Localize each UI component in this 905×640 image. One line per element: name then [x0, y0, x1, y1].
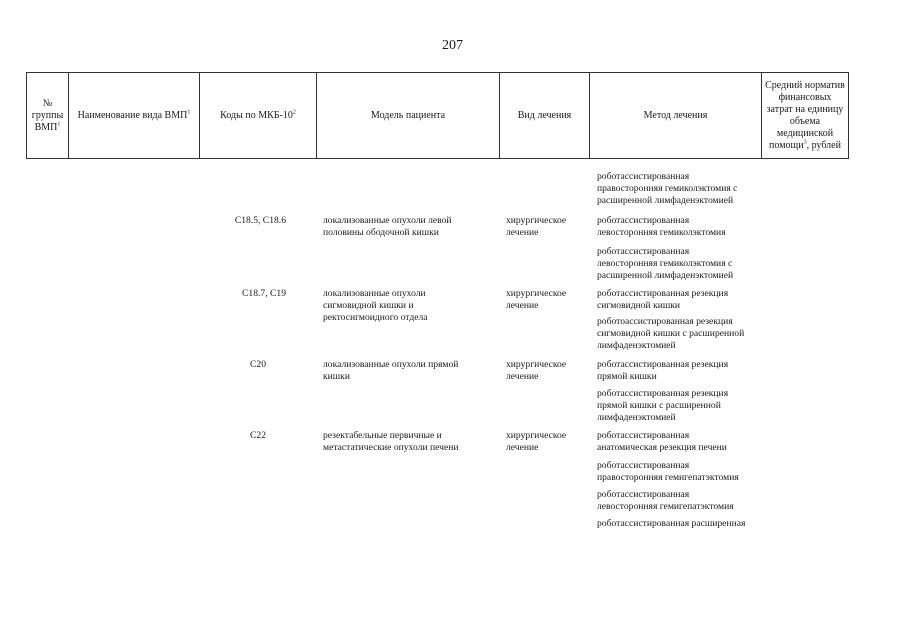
- treatment-type-cell: хирургическое лечение: [506, 359, 567, 382]
- method-cell: роботассистированная анатомическая резекция печени: [597, 430, 727, 453]
- patient-model-cell: локализованные опухоли сигмовидной кишки и ректосигмоидного отдела: [323, 288, 428, 323]
- method-cell: роботассистированная левосторонняя гемиколэктомия с расширенной лимфаденэктомией: [597, 246, 734, 281]
- header-group-number: № группы ВМП$^1$: [31, 97, 64, 133]
- patient-model-cell: локализованные опухоли прямой кишки: [323, 359, 459, 382]
- method-cell: роботассистированная левосторонняя гемиколэктомия: [597, 215, 726, 238]
- patient-model-cell: локализованные опухоли левой половины ободочной кишки: [323, 215, 452, 238]
- method-cell: роботассистированная расширенная: [597, 518, 746, 529]
- treatment-type-cell: хирургическое лечение: [506, 215, 567, 238]
- method-cell: роботоассистированная резекция сигмовидной кишки с расширенной лимфаденэктомией: [597, 316, 745, 351]
- icd-code-cell: C20: [250, 359, 266, 370]
- treatment-type-cell: хирургическое лечение: [506, 430, 567, 453]
- treatment-type-cell: хирургическое лечение: [506, 288, 567, 311]
- icd-code-cell: C18.7, C19: [242, 288, 286, 299]
- header-icd-codes: Коды по МКБ-$10^2$: [220, 109, 296, 121]
- patient-model-cell: резектабельные первичные и метастатические опухоли печени: [323, 430, 459, 453]
- icd-code-cell: C22: [250, 430, 266, 441]
- icd-code-cell: C18.5, C18.6: [234, 215, 286, 226]
- method-cell: роботассистированная правосторонняя гемигепатэктомия: [597, 460, 739, 483]
- method-cell: роботассистированная резекция сигмовидной кишки: [597, 288, 729, 311]
- header-vmp-name: Наименование вида ВМП$^1$: [77, 109, 191, 121]
- header-patient-model: Модель пациента: [370, 109, 446, 121]
- header-treatment-method: Метод лечения: [643, 109, 708, 121]
- header-cost-standard: Средний норматив финансовых затрат на единицу объема медицинской помощи$^3$, рублей: [765, 79, 845, 151]
- method-cell: роботассистированная резекция прямой кишки с расширенной лимфаденэктомией: [597, 388, 729, 423]
- header-treatment-type: Вид лечения: [517, 109, 572, 121]
- page-number: 207: [442, 38, 463, 53]
- method-cell: роботассистированная резекция прямой кишки: [597, 359, 729, 382]
- method-cell: роботассистированная левосторонняя гемигепатэктомия: [597, 489, 734, 512]
- method-cell: роботассистированная правосторонняя гемиколэктомия с расширенной лимфаденэктомией: [597, 171, 738, 206]
